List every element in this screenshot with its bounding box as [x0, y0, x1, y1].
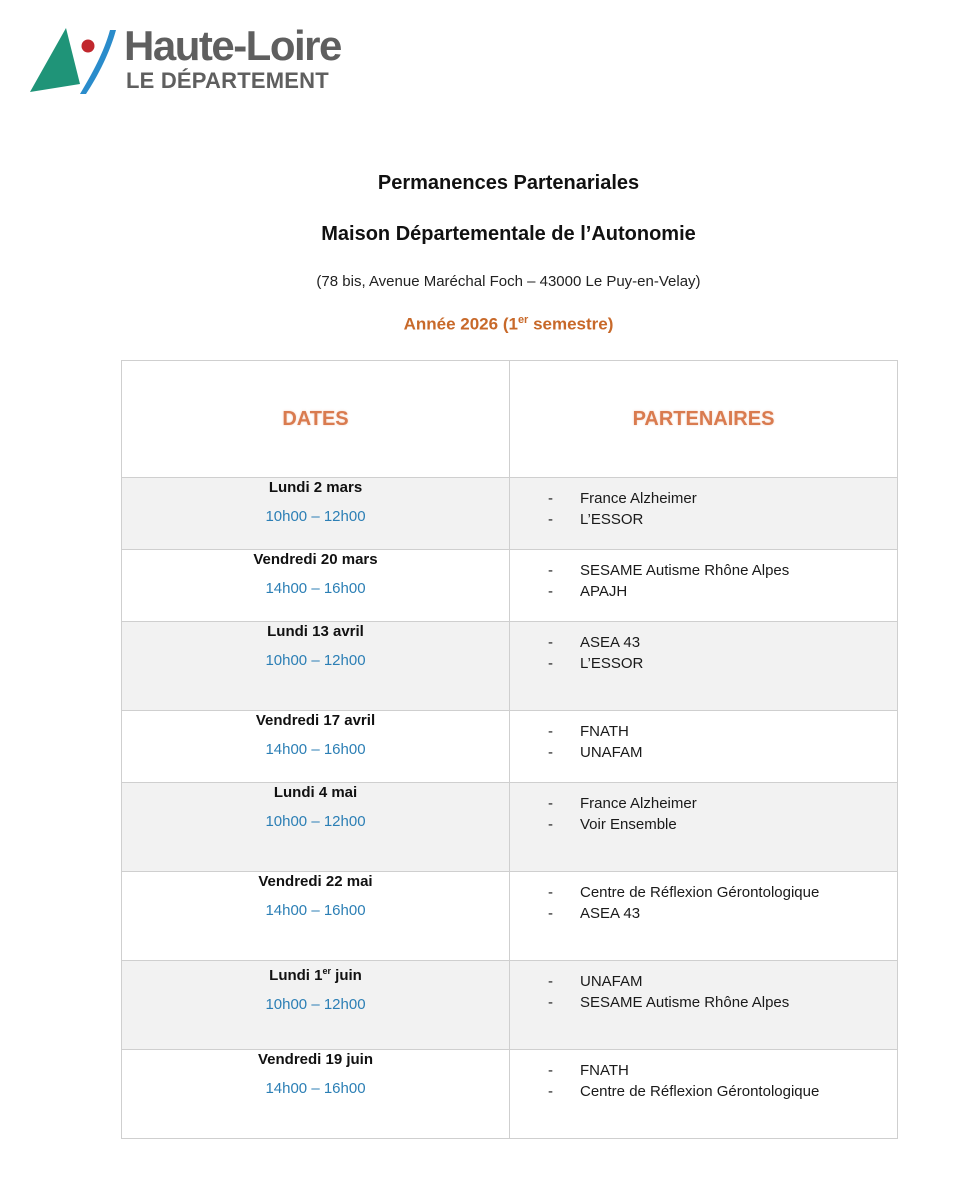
partner-item: - Centre de Réflexion Gérontologique — [548, 884, 820, 901]
table-row — [122, 961, 898, 1050]
table-header-row — [122, 361, 898, 478]
date-cell — [122, 872, 510, 961]
table-row — [122, 783, 898, 872]
document-subtitle: Maison Départementale de l’Autonomie — [321, 223, 696, 245]
column-header-partners: PARTENAIRES — [510, 361, 898, 478]
address: (78 bis, Avenue Maréchal Foch – 43000 Le Puy-en-Velay) — [316, 273, 701, 290]
date-cell — [122, 1050, 510, 1139]
partners-cell — [510, 783, 898, 872]
partner-item: - SESAME Autisme Rhône Alpes — [548, 562, 790, 579]
partners-cell — [510, 872, 898, 961]
partner-item: - Voir Ensemble — [548, 816, 677, 833]
table-row — [122, 550, 898, 622]
partner-item: - L’ESSOR — [548, 511, 644, 528]
partner-item: - Centre de Réflexion Gérontologique — [548, 1083, 820, 1100]
partner-item: - FNATH — [548, 1062, 629, 1079]
partners-cell — [510, 622, 898, 711]
date-time: 14h00 – 16h00 — [265, 902, 366, 919]
partner-item: - UNAFAM — [548, 973, 643, 990]
date-day: Vendredi 22 mai — [258, 873, 373, 890]
document-title: Permanences Partenariales — [377, 172, 640, 194]
date-day: Vendredi 19 juin — [257, 1051, 374, 1068]
date-time: 10h00 – 12h00 — [265, 996, 366, 1013]
partners-cell — [510, 711, 898, 783]
partner-item: - SESAME Autisme Rhône Alpes — [548, 994, 790, 1011]
date-time: 14h00 – 16h00 — [265, 580, 366, 597]
date-time: 14h00 – 16h00 — [265, 1080, 366, 1097]
date-day: Lundi 13 avril — [267, 623, 364, 640]
table-row — [122, 622, 898, 711]
partners-cell — [510, 478, 898, 550]
date-time: 10h00 – 12h00 — [265, 652, 366, 669]
date-cell — [122, 478, 510, 550]
schedule-table — [121, 360, 898, 1139]
partners-cell — [510, 1050, 898, 1139]
logo-name: Haute-Loire — [124, 22, 341, 69]
date-cell — [122, 550, 510, 622]
date-day: Lundi 1er juin — [269, 966, 362, 984]
date-day: Vendredi 20 mars — [253, 551, 378, 568]
date-cell — [122, 622, 510, 711]
column-header-dates: DATES — [122, 361, 510, 478]
date-day: Vendredi 17 avril — [255, 712, 376, 729]
date-day: Lundi 2 mars — [268, 479, 363, 496]
date-time: 10h00 – 12h00 — [265, 508, 366, 525]
date-cell — [122, 783, 510, 872]
date-day: Lundi 4 mai — [273, 784, 358, 801]
logo-subtitle: LE DÉPARTEMENT — [126, 68, 329, 93]
partner-item: - France Alzheimer — [548, 795, 697, 812]
table-row — [122, 711, 898, 783]
date-cell — [122, 961, 510, 1050]
date-time: 14h00 – 16h00 — [265, 741, 366, 758]
partner-item: - ASEA 43 — [548, 905, 641, 922]
partner-item: - ASEA 43 — [548, 634, 641, 651]
haute-loire-logo — [28, 22, 368, 98]
partners-cell — [510, 961, 898, 1050]
table-row — [122, 478, 898, 550]
table-row — [122, 872, 898, 961]
partner-item: - UNAFAM — [548, 744, 643, 761]
haute-loire-emblem-icon — [28, 26, 120, 96]
partner-item: - FNATH — [548, 723, 629, 740]
partners-cell — [510, 550, 898, 622]
partner-item: - APAJH — [548, 583, 628, 600]
year-label: Année 2026 (1er semestre) — [403, 314, 614, 334]
date-cell — [122, 711, 510, 783]
partner-item: - L’ESSOR — [548, 655, 644, 672]
partner-item: - France Alzheimer — [548, 490, 697, 507]
table-row — [122, 1050, 898, 1139]
date-time: 10h00 – 12h00 — [265, 813, 366, 830]
